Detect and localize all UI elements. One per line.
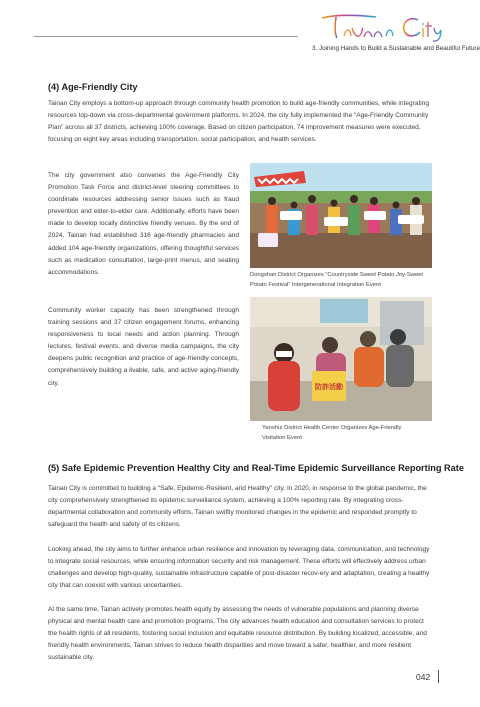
tainan-city-logo — [318, 10, 444, 44]
photo-sign-text: 防詐活動 — [315, 383, 343, 391]
age-friendly-visit-photo — [250, 297, 432, 421]
paragraph: Tainan City is committed to building a “Safe, Epidemic-Resilient, and Healthy” city. In 2020, in response to the global pandemic, the city comprehensively strengthened its epidemic surveillance system, achieving a 100% reporting rate. By integrating cross-departmental collaboration and community efforts, Tainan swiftly monitored changes in the epidemic and responded promptly to safeguard the health and safety of its citizens. — [48, 485, 427, 529]
paragraph: Tainan City employs a bottom-up approach through community health promotion to build age-friendly communities, while integrating resources top-down via cross-departmental government platforms. In 2024, the city fully implemented the “Age-Friendly Community Plan” across all 37 districts, achieving 100% coverage. Based on citizen participation, 74 improvement measures were executed, focusing on eight key areas including transportation, social participation, and health services. — [48, 100, 430, 144]
header-rule — [34, 36, 298, 37]
section-heading-epidemic: (5) Safe Epidemic Prevention Healthy City and Real-Time Epidemic Surveillance Reporting Rate — [48, 463, 464, 473]
sweet-potato-festival-photo — [250, 163, 432, 268]
header-subtitle: 3. Joining Hands to Build a Sustainable and Beautiful Future — [312, 45, 480, 52]
section-heading-age-friendly: (4) Age-Friendly City — [48, 82, 138, 92]
page-number: 042 — [416, 672, 431, 682]
photo-caption: Dongshan District Organizes “Countryside Sweet Potato Joy-Sweet Potato Festival” Intergenerational Integration Event — [250, 272, 424, 288]
photo-caption: Yanshui District Health Center Organizes Age-Friendly Visitation Event — [262, 425, 402, 441]
paragraph: The city government also convenes the Age-Friendly City Promotion Task Force and district-level steering committees to coordinate resources addressing senior issues such as fraud prevention and elder-to-elder care. Additionally, efforts have been made to develop locally distinctive friendly venues. By the end of 2024, Tainan had established 316 age-friendly pharmacies and added 104 age-friendly organizations, offering thoughtful services such as medication consultation, large-print menus, and seating accommodations. — [48, 172, 239, 276]
paragraph: At the same time, Tainan actively promotes health equity by assessing the needs of vulnerable populations and planning diverse physical and mental health care and promotion programs. The city advances health education and consultation services to protect the health rights of all residents, fostering social inclusion and equitable resource distribution. By building localized, accessible, and friendly health environments, Tainan strives to reduce health disparities and move toward a safer, healthier, and more resilient sustainable city. — [48, 606, 427, 662]
paragraph: Community worker capacity has been strengthened through training sessions and 37 citizen engagement forums, enhancing responsiveness to local needs and action planning. Through lectures, festival events, and diverse media campaigns, the city deepens public recognition and practice of age-friendly concepts, comprehensively building a livable, safe, and active aging-friendly city. — [48, 307, 239, 387]
page-number-bar — [438, 670, 439, 683]
paragraph: Looking ahead, the city aims to further enhance urban resilience and innovation by leveraging data, communication, and technology to integrate social resources, while ensuring information security and risk management. These efforts will effectively address urban challenges and develop high-quality, sustainable infrastructure capable of post-disaster recov-ery and adaptation, creating a healthy city that can coexist with various uncertainties. — [48, 546, 430, 590]
